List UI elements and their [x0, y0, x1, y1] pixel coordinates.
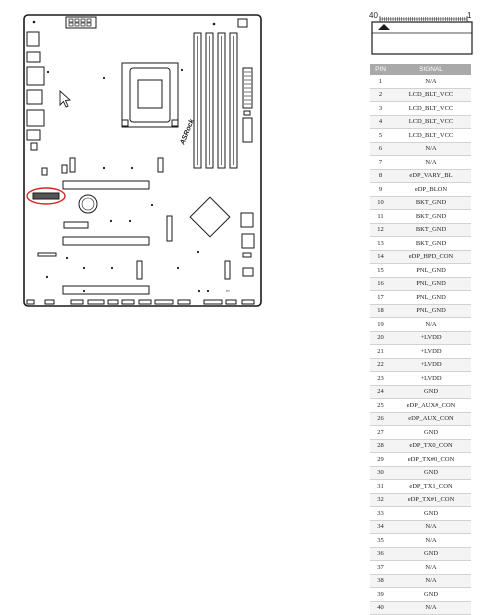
cmos-battery-inner: [82, 198, 94, 210]
signal-name-cell: PNL_GND: [391, 264, 471, 278]
signal-name-cell: eDP_HPD_CON: [391, 250, 471, 264]
signal-name-cell: N/A: [391, 574, 471, 588]
m2-slot-3: [167, 216, 172, 241]
pin-number-cell: 14: [370, 250, 391, 264]
signal-name-cell: BKT_GND: [391, 237, 471, 251]
cpu-socket-frame: [130, 68, 170, 122]
pcie-slot-1: [63, 181, 149, 189]
small-component-1: [64, 222, 88, 228]
table-row: [370, 520, 471, 534]
cpu-socket-inner: [138, 80, 162, 108]
pin-number-cell: 7: [370, 156, 391, 170]
small-header-b: [62, 165, 67, 173]
signal-name-cell: N/A: [391, 142, 471, 156]
pin-table-header-row: [370, 64, 471, 75]
m2-slot-4: [137, 261, 142, 279]
right-small-header: [244, 111, 250, 115]
pin-number-cell: 30: [370, 466, 391, 480]
signal-name-cell: eDP_TX#1_CON: [391, 493, 471, 507]
table-row: [370, 358, 471, 372]
atx-24pin-ticks: [244, 72, 251, 104]
signal-name-cell: GND: [391, 588, 471, 602]
pin-number-cell: 8: [370, 169, 391, 183]
signal-name-cell: +LVDD: [391, 345, 471, 359]
mouse-pointer-icon: [60, 91, 70, 107]
table-row: [370, 345, 471, 359]
connector-left-pin-number: 40: [369, 11, 378, 20]
table-row: [370, 534, 471, 548]
pin-number-cell: 22: [370, 358, 391, 372]
signal-name-cell: GND: [391, 385, 471, 399]
signal-name-cell: PNL_GND: [391, 277, 471, 291]
signal-name-cell: N/A: [391, 520, 471, 534]
signal-name-cell: eDP_TX0_CON: [391, 439, 471, 453]
table-row: [370, 399, 471, 413]
cmos-battery: [79, 195, 97, 213]
m2-slot-2: [158, 158, 163, 172]
table-row: [370, 507, 471, 521]
table-row: [370, 129, 471, 143]
pin-number-cell: 10: [370, 196, 391, 210]
io-block-3: [27, 67, 44, 85]
right-header-lower: [242, 234, 254, 248]
m2-slot-5: [225, 261, 230, 279]
table-row: [370, 88, 471, 102]
table-row: [370, 169, 471, 183]
table-row: [370, 439, 471, 453]
signal-name-cell: GND: [391, 466, 471, 480]
pin-number-cell: 15: [370, 264, 391, 278]
connector-drawing: [366, 12, 476, 60]
pin-number-cell: 23: [370, 372, 391, 386]
pin-number-cell: 13: [370, 237, 391, 251]
board-brand-label: ASRock: [179, 118, 196, 146]
dimm-slot-rails: [198, 36, 234, 165]
signal-name-cell: GND: [391, 426, 471, 440]
cpu-power-header: [66, 17, 96, 28]
signal-name-cell: BKT_GND: [391, 196, 471, 210]
io-block-4: [27, 90, 42, 104]
pin-number-cell: 38: [370, 574, 391, 588]
signal-name-cell: eDP_BLON: [391, 183, 471, 197]
cpu-socket-clip-2: [172, 120, 178, 126]
right-header-mid: [241, 213, 253, 227]
connector-pin-ticks: [380, 17, 467, 21]
signal-name-cell: PNL_GND: [391, 291, 471, 305]
bottom-header-7: [155, 300, 173, 304]
connector-illustration: [366, 12, 476, 60]
signal-name-cell: N/A: [391, 318, 471, 332]
edp-connector: [33, 193, 59, 199]
pin-table-body: [370, 75, 471, 615]
bottom-header-4: [108, 300, 118, 304]
pin-number-cell: 17: [370, 291, 391, 305]
pin-number-cell: 16: [370, 277, 391, 291]
signal-name-cell: LCD_BLT_VCC: [391, 115, 471, 129]
cpu-power-pins: [69, 19, 91, 26]
signal-name-cell: +LVDD: [391, 372, 471, 386]
m2-slot-1: [70, 158, 75, 172]
signal-name-cell: +LVDD: [391, 331, 471, 345]
table-row: [370, 237, 471, 251]
pin-number-cell: 34: [370, 520, 391, 534]
pin-number-cell: 31: [370, 480, 391, 494]
bottom-left-corner: [27, 300, 34, 304]
signal-name-cell: eDP_VARY_BL: [391, 169, 471, 183]
pin-number-cell: 25: [370, 399, 391, 413]
pin-number-cell: 19: [370, 318, 391, 332]
pin-number-cell: 5: [370, 129, 391, 143]
signal-column-header: SIGNAL: [391, 64, 471, 75]
pcie-slot-3: [63, 286, 149, 294]
signal-name-cell: N/A: [391, 534, 471, 548]
bottom-header-2: [71, 300, 83, 304]
table-row: [370, 601, 471, 615]
table-row: [370, 156, 471, 170]
pin-number-cell: 27: [370, 426, 391, 440]
table-row: [370, 466, 471, 480]
io-block-1: [27, 32, 39, 46]
motherboard-drawing: [18, 8, 266, 314]
table-row: [370, 561, 471, 575]
signal-name-cell: BKT_GND: [391, 223, 471, 237]
table-row: [370, 304, 471, 318]
long-header-1: [38, 253, 56, 256]
pin-number-cell: 32: [370, 493, 391, 507]
signal-name-cell: LCD_BLT_VCC: [391, 102, 471, 116]
pin1-triangle-icon: [378, 24, 390, 30]
signal-name-cell: N/A: [391, 156, 471, 170]
signal-name-cell: eDP_TX#0_CON: [391, 453, 471, 467]
signal-name-cell: BKT_GND: [391, 210, 471, 224]
signal-name-cell: GND: [391, 547, 471, 561]
table-row: [370, 75, 471, 88]
bottom-header-10: [226, 300, 236, 304]
pin-number-cell: 9: [370, 183, 391, 197]
table-row: [370, 291, 471, 305]
small-header-a: [42, 168, 47, 175]
signal-name-cell: LCD_BLT_VCC: [391, 88, 471, 102]
motherboard-diagram: [18, 8, 266, 314]
table-row: [370, 264, 471, 278]
pin-number-cell: 12: [370, 223, 391, 237]
signal-name-cell: N/A: [391, 75, 471, 88]
bottom-header-9: [204, 300, 222, 304]
top-right-header: [238, 19, 247, 27]
connector-right-pin-number: 1: [467, 11, 472, 20]
pin-number-cell: 28: [370, 439, 391, 453]
signal-name-cell: N/A: [391, 601, 471, 615]
table-row: [370, 102, 471, 116]
mounting-holes: [33, 21, 216, 292]
pin-number-cell: 6: [370, 142, 391, 156]
table-row: [370, 223, 471, 237]
pin-number-cell: 39: [370, 588, 391, 602]
signal-name-cell: GND: [391, 507, 471, 521]
table-row: [370, 453, 471, 467]
table-row: [370, 372, 471, 386]
table-row: [370, 426, 471, 440]
right-header-small: [243, 253, 251, 257]
table-row: [370, 196, 471, 210]
right-header-bottom: [243, 268, 253, 276]
io-block-6: [27, 130, 40, 140]
io-block-2: [27, 52, 40, 62]
io-block-5: [27, 110, 44, 126]
signal-name-cell: N/A: [391, 561, 471, 575]
bottom-header-1: [45, 300, 54, 304]
table-row: [370, 115, 471, 129]
signal-name-cell: eDP_TX1_CON: [391, 480, 471, 494]
table-row: [370, 547, 471, 561]
table-row: [370, 210, 471, 224]
pin-number-cell: 24: [370, 385, 391, 399]
table-row: [370, 385, 471, 399]
pin-number-cell: 20: [370, 331, 391, 345]
usb-header-right: [243, 118, 252, 142]
table-row: [370, 277, 471, 291]
table-row: [370, 412, 471, 426]
pin-number-cell: 18: [370, 304, 391, 318]
table-row: [370, 480, 471, 494]
pin-number-cell: 36: [370, 547, 391, 561]
pin-number-cell: 35: [370, 534, 391, 548]
io-block-7: [31, 143, 37, 150]
pin-signal-table: [370, 64, 471, 615]
table-row: [370, 183, 471, 197]
pin-number-cell: 4: [370, 115, 391, 129]
pin-number-cell: 11: [370, 210, 391, 224]
pin-number-cell: 21: [370, 345, 391, 359]
pin-number-cell: 1: [370, 75, 391, 88]
pcie-slot-2: [63, 237, 149, 245]
signal-name-cell: eDP_AUX_CON: [391, 412, 471, 426]
cpu-socket-clip-1: [122, 120, 128, 126]
table-row: [370, 331, 471, 345]
pin-column-header: PIN: [370, 64, 391, 75]
table-row: [370, 250, 471, 264]
connector-body: [372, 22, 472, 54]
signal-name-cell: PNL_GND: [391, 304, 471, 318]
pin-number-cell: 40: [370, 601, 391, 615]
signal-name-cell: LCD_BLT_VCC: [391, 129, 471, 143]
signal-name-cell: +LVDD: [391, 358, 471, 372]
pin-number-cell: 3: [370, 102, 391, 116]
bottom-header-8: [178, 300, 190, 304]
bottom-header-6: [139, 300, 151, 304]
fan-header-label: ▪▪▪: [226, 289, 230, 293]
chipset: [190, 197, 230, 237]
table-row: [370, 142, 471, 156]
signal-name-cell: eDP_AUX#_CON: [391, 399, 471, 413]
pin-number-cell: 37: [370, 561, 391, 575]
pin-number-cell: 33: [370, 507, 391, 521]
pin-number-cell: 2: [370, 88, 391, 102]
pin-number-cell: 26: [370, 412, 391, 426]
pin-number-cell: 29: [370, 453, 391, 467]
bottom-header-11: [242, 300, 254, 304]
bottom-header-3: [88, 300, 104, 304]
table-row: [370, 493, 471, 507]
table-row: [370, 318, 471, 332]
table-row: [370, 574, 471, 588]
bottom-header-5: [122, 300, 134, 304]
